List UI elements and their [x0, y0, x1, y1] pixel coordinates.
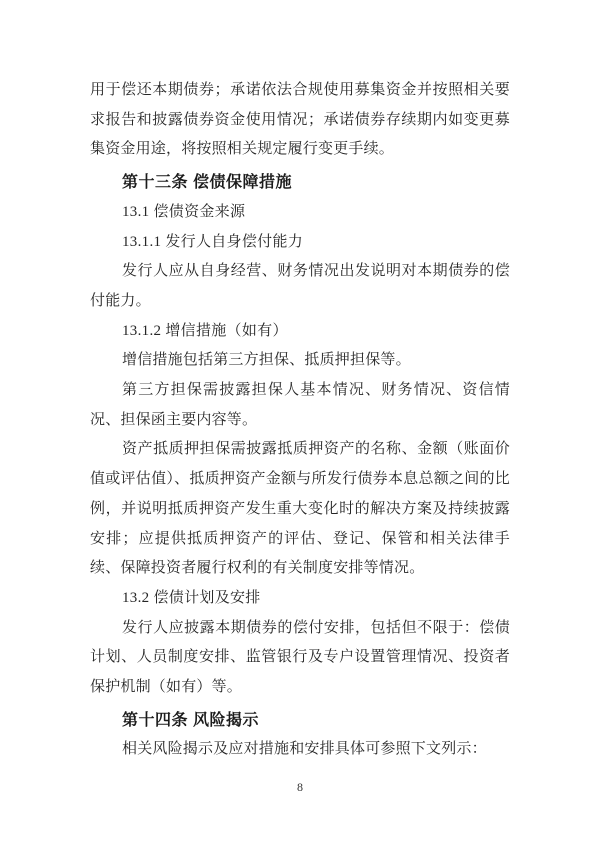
- section-heading-article-13: 第十三条 偿债保障措施: [122, 174, 292, 192]
- subsection-heading-13-1: 13.1 偿债资金来源: [122, 203, 246, 220]
- subsection-heading-13-1-2: 13.1.2 增信措施（如有）: [122, 322, 288, 339]
- subsection-heading-13-1-1: 13.1.1 发行人自身偿付能力: [122, 233, 304, 250]
- paragraph: 发行人应从自身经营、财务情况出发说明对本期债券的偿付能力。: [90, 263, 510, 309]
- paragraph: 发行人应披露本期债券的偿付安排，包括但不限于：偿债计划、人员制度安排、监管银行及专户设置管理情况、投资者保护机制（如有）等。: [90, 619, 510, 696]
- paragraph: 资产抵质押担保需披露抵质押资产的名称、金额（账面价值或评估值）、抵质押资产金额与所发行债券本息总额之间的比例，并说明抵质押资产发生重大变化时的解决方案及持续披露安排；应提供抵质押资产的评估、登记、保管和相关法律手续、保障投资者履行权利的有关制度安排等情况。: [90, 441, 510, 577]
- document-content: [90, 76, 510, 765]
- paragraph-continuation: 用于偿还本期债券；承诺依法合规使用募集资金并按照相关要求报告和披露债券资金使用情况；承诺债券存续期内如变更募集资金用途，将按照相关规定履行变更手续。: [90, 82, 510, 158]
- page-number: 8: [297, 780, 303, 794]
- paragraph: 增信措施包括第三方担保、抵质押担保等。: [122, 352, 411, 369]
- subsection-heading-13-2: 13.2 偿债计划及安排: [122, 589, 261, 606]
- section-heading-article-14: 第十四条 风险揭示: [122, 711, 259, 729]
- paragraph: 第三方担保需披露担保人基本情况、财务情况、资信情况、担保函主要内容等。: [90, 382, 510, 428]
- paragraph: 相关风险揭示及应对措施和安排具体可参照下文列示：: [122, 741, 487, 758]
